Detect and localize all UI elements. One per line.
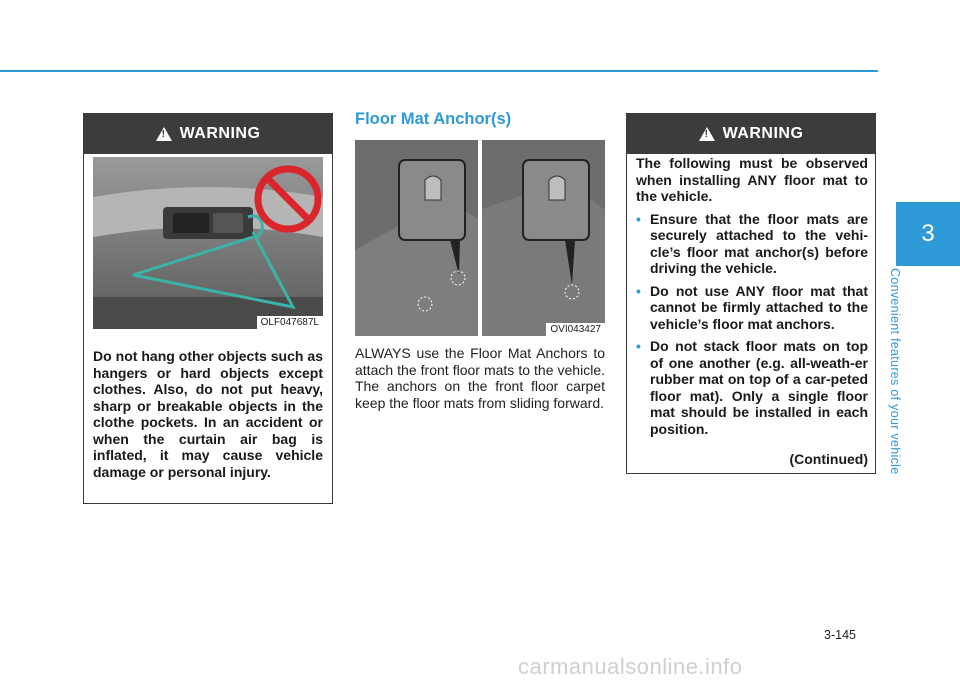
section-title: Floor Mat Anchor(s) — [355, 110, 512, 128]
body-paragraph: ALWAYS use the Floor Mat Anchors to attach the front floor mats to the vehicle. The anchors on the front floor carpet keep the floor mats from sliding forward. — [355, 345, 605, 411]
floor-mat-anchor-photo — [355, 140, 605, 336]
warning-box-floor-mat — [626, 113, 876, 474]
warning-box-hanger — [83, 113, 333, 504]
chapter-tab — [896, 202, 960, 266]
top-rule — [0, 70, 878, 72]
continued-label: (Continued) — [789, 451, 868, 467]
hanger-illustration — [93, 157, 323, 329]
warning-bullet: • Ensure that the floor mats are securely attached to the vehi-cle’s floor mat anchor(s) before driving the vehicle. — [636, 210, 868, 276]
warning-header — [84, 114, 332, 154]
chapter-number: 3 — [921, 220, 935, 247]
warning-intro: The following must be observed when installing ANY floor mat to the vehicle. — [636, 155, 868, 204]
image-caption: OLF047687L — [257, 316, 323, 329]
page-number: 3-145 — [824, 628, 856, 642]
bullet-text: Do not use ANY floor mat that cannot be firmly attached to the vehicle’s floor mat anchors. — [650, 282, 868, 332]
warning-heading: WARNING — [179, 125, 261, 142]
warning-header — [627, 114, 875, 154]
image-caption: OVI043427 — [546, 323, 605, 336]
bullet-text: Ensure that the floor mats are securely attached to the vehi-cle’s floor mat anchor(s) before driving the vehicle. — [650, 210, 868, 276]
watermark: carmanualsonline.info — [518, 654, 743, 679]
warning-triangle-icon — [699, 127, 715, 141]
warning-triangle-icon — [156, 127, 172, 141]
warning-bullet: • Do not use ANY floor mat that cannot be firmly attached to the vehicle’s floor mat anchors. — [636, 282, 868, 332]
chapter-side-title — [888, 268, 922, 498]
warning-heading: WARNING — [722, 125, 804, 142]
warning-bullet: • Do not stack floor mats on top of one another (e.g. all-weath-er rubber mat on top of a car-peted floor mat). Only a single floor mat should be installed in each position. — [636, 338, 868, 437]
warning-body — [636, 155, 868, 482]
bullet-text: Do not stack floor mats on top of one another (e.g. all-weath-er rubber mat on top of a car-peted floor mat). Only a single floor mat should be installed in each position. — [650, 338, 868, 437]
chapter-title: Convenient features of your vehicle — [888, 268, 902, 475]
warning-text: Do not hang other objects such as hangers or hard objects except clothes. Also, do not put heavy, sharp or breakable objects in the clothe pockets. In an accident or when the curtain air bag is inflated, it may cause vehicle damage or personal injury. — [93, 348, 323, 480]
